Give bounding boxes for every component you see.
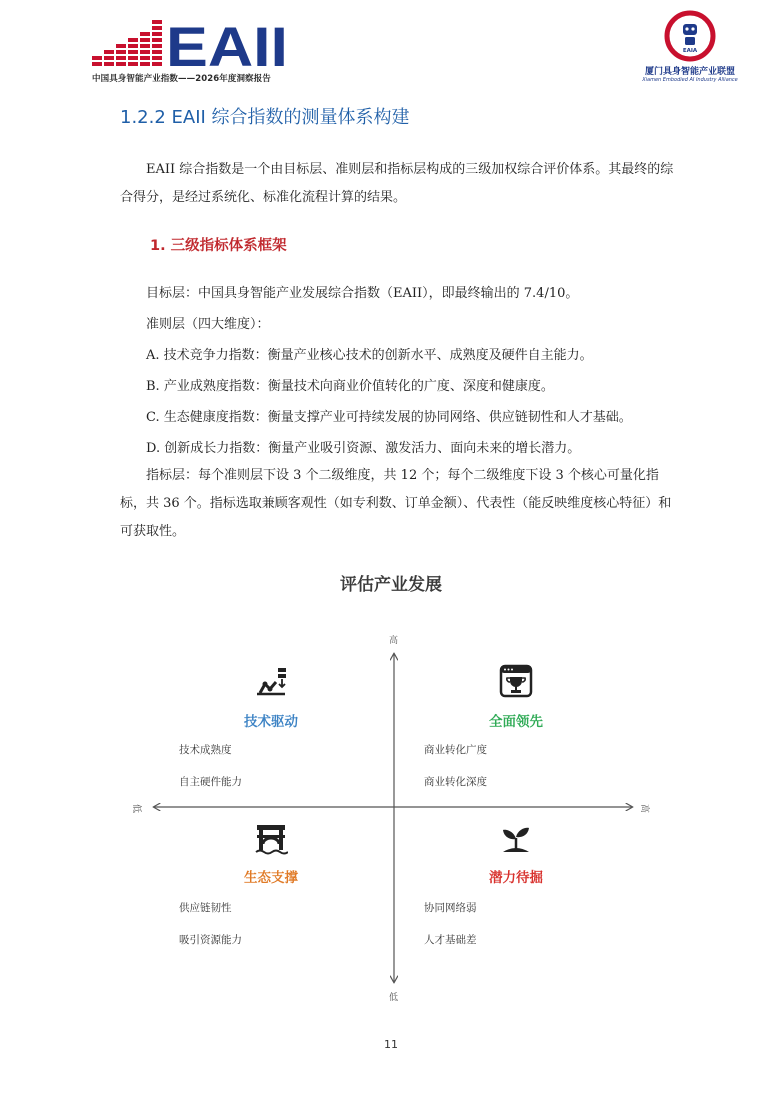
axis-bottom-label: 低 — [389, 993, 399, 1003]
axis-top-label: 高 — [389, 636, 399, 646]
criteria-c-line: C. 生态健康度指数：衡量支撑产业可持续发展的协同网络、供应链韧性和人才基础。 — [146, 410, 632, 425]
criteria-a-line: A. 技术竞争力指数：衡量产业核心技术的创新水平、成熟度及硬件自主能力。 — [146, 348, 593, 363]
quadrant-item: 自主硬件能力 — [179, 776, 242, 788]
axis-left-label: 低 — [131, 803, 142, 814]
goal-layer-line: 目标层：中国具身智能产业发展综合指数（EAII），即最终输出的 7.4/10。 — [146, 286, 579, 301]
subsection-heading: 1. 三级指标体系框架 — [150, 238, 287, 254]
quadrant-item: 供应链韧性 — [179, 902, 232, 914]
quadrant-item: 技术成熟度 — [179, 744, 232, 756]
quadrant-title: 全面领先 — [489, 714, 543, 730]
quadrant-title: 技术驱动 — [244, 714, 298, 730]
eaii-logo — [92, 16, 292, 88]
criteria-b-line: B. 产业成熟度指数：衡量技术向商业价值转化的广度、深度和健康度。 — [146, 379, 554, 394]
alliance-logo — [640, 10, 740, 90]
quadrant-title: 潜力待掘 — [489, 870, 543, 886]
eaii-logo-graphic — [92, 16, 292, 68]
intro-paragraph: EAII 综合指数是一个由目标层、准则层和指标层构成的三级加权综合评价体系。其最终的综合得分，是经过系统化、标准化流程计算的结果。 — [120, 162, 674, 205]
trophy-icon — [499, 664, 533, 698]
alliance-emblem-icon — [664, 10, 716, 62]
indicator-layer-paragraph: 指标层：每个准则层下设 3 个二级维度，共 12 个；每个二级维度下设 3 个核心可量化指标，共 36 个。指标选取兼顾客观性（如专利数、订单金额）、代表性（能反映维度核心特征）和可获取性。 — [120, 468, 672, 539]
quadrant-item: 商业转化深度 — [424, 776, 487, 788]
section-heading: 1.2.2 EAII 综合指数的测量体系构建 — [120, 107, 410, 128]
figure-title: 评估产业发展 — [340, 575, 442, 595]
alliance-name: 厦门具身智能产业联盟 — [644, 67, 735, 77]
svg-text:EAII: EAII — [166, 16, 288, 68]
criteria-layer-line: 准则层（四大维度）： — [146, 317, 270, 332]
logo-subtitle: 中国具身智能产业指数——2026年度洞察报告 — [92, 74, 271, 84]
axis-right-label: 高 — [639, 803, 650, 814]
sprout-icon — [499, 822, 533, 856]
quadrant-axes — [0, 620, 782, 1020]
quadrant-item: 吸引资源能力 — [179, 934, 242, 946]
page-number: 11 — [384, 1038, 398, 1051]
quadrant-item: 人才基础差 — [424, 934, 477, 946]
quadrant-item: 协同网络弱 — [424, 902, 477, 914]
robot-arm-icon — [254, 664, 288, 698]
criteria-d-line: D. 创新成长力指数：衡量产业吸引资源、激发活力、面向未来的增长潜力。 — [146, 441, 581, 456]
quadrant-title: 生态支撑 — [244, 870, 298, 886]
svg-text:EAIA: EAIA — [682, 48, 698, 54]
alliance-name-en: Xiamen Embodied AI Industry Alliance — [642, 77, 738, 83]
quadrant-item: 商业转化广度 — [424, 744, 487, 756]
bridge-icon — [254, 822, 288, 856]
